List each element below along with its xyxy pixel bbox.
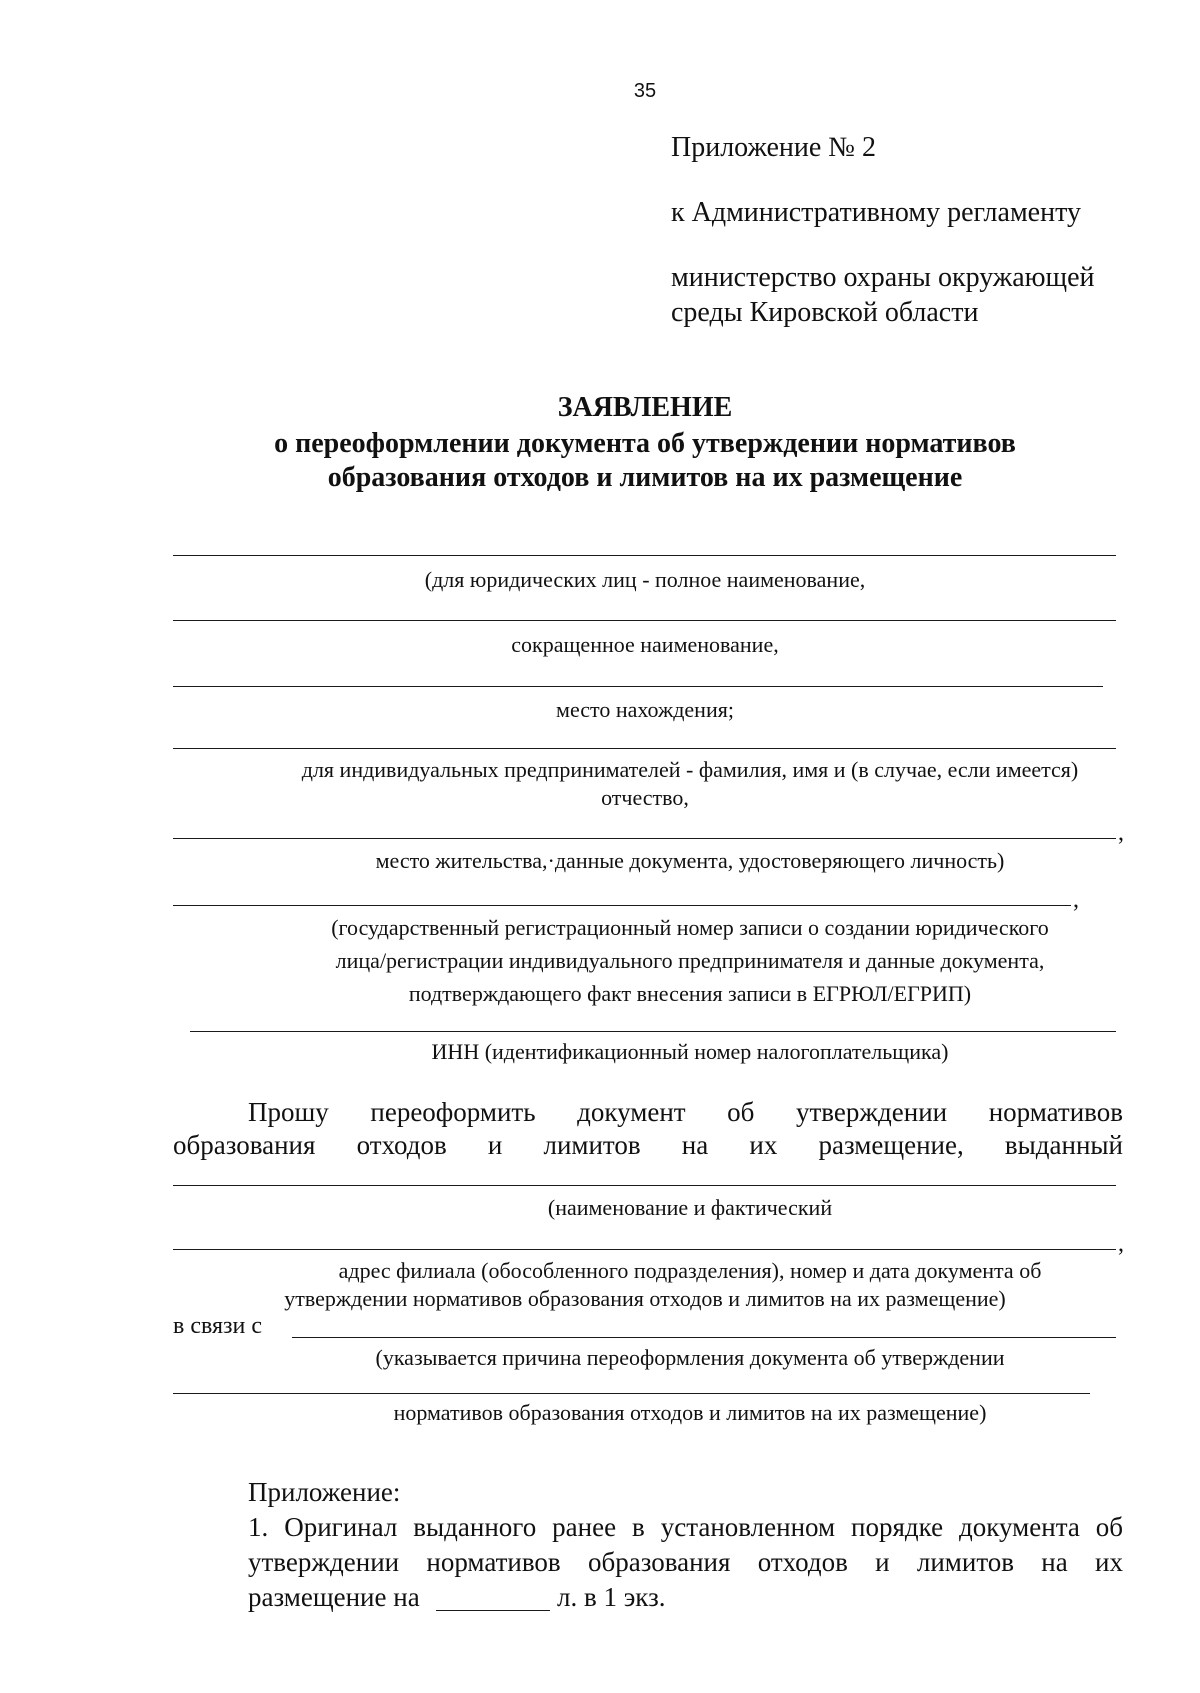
appendix-line-2: министерство охраны окружающей — [671, 262, 1095, 293]
blank-line-short-name[interactable] — [173, 620, 1116, 621]
appendix-line-1: к Административному регламенту — [671, 197, 1081, 228]
blank-line-residence[interactable] — [173, 838, 1116, 839]
caption-entrepreneur-name: для индивидуальных предпринимателей - фамилия, имя и (в случае, если имеется) — [301, 757, 1079, 782]
blank-line-entrepreneur-name[interactable] — [173, 748, 1116, 749]
blank-line-reason-cont[interactable] — [173, 1393, 1090, 1394]
caption-registration-1: (государственный регистрационный номер записи о создании юридического — [331, 915, 1049, 940]
blank-line-reason[interactable] — [292, 1337, 1116, 1338]
caption-inn: ИНН (идентификационный номер налогоплательщика) — [431, 1039, 949, 1064]
attachment-item-1-line-2: утверждении нормативов образования отходов и лимитов на их — [248, 1547, 1123, 1577]
blank-line-full-name[interactable] — [173, 555, 1116, 556]
blank-line-registration[interactable] — [173, 905, 1071, 906]
appendix-line-3: среды Кировской области — [671, 297, 979, 328]
caption-patronymic: отчество, — [601, 785, 689, 810]
caption-branch-address-1: адрес филиала (обособленного подразделения), номер и дата документа об — [338, 1258, 1042, 1283]
document-subtitle-2: образования отходов и лимитов на их размещение — [327, 462, 963, 493]
blank-line-inn[interactable] — [190, 1031, 1116, 1032]
comma: , — [1118, 820, 1124, 846]
attachment-item-1-line-3-a: размещение на — [248, 1582, 420, 1612]
attachment-item-1-line-1: 1. Оригинал выданного ранее в установленном порядке документа об — [248, 1512, 1123, 1542]
blank-line-sheet-count[interactable] — [436, 1610, 550, 1611]
caption-registration-3: подтверждающего факт внесения записи в ЕГРЮЛ/ЕГРИП) — [408, 981, 972, 1006]
caption-full-name: (для юридических лиц - полное наименование, — [424, 567, 866, 592]
caption-registration-2: лица/регистрации индивидуального предпринимателя и данные документа, — [335, 948, 1045, 973]
blank-line-location[interactable] — [173, 686, 1103, 687]
document-subtitle-1: о переоформлении документа об утверждении нормативов — [274, 428, 1016, 459]
caption-branch-address-2: утверждении нормативов образования отходов и лимитов на их размещение) — [284, 1286, 1006, 1311]
reason-prefix: в связи с — [173, 1313, 263, 1339]
caption-reason-1: (указывается причина переоформления документа об утверждении — [375, 1345, 1005, 1370]
page-number: 35 — [633, 80, 657, 102]
caption-residence: место жительства,·данные документа, удостоверяющего личность) — [375, 848, 1005, 873]
caption-branch-name: (наименование и фактический — [547, 1195, 833, 1220]
blank-line-branch-name[interactable] — [173, 1185, 1116, 1186]
caption-short-name: сокращенное наименование, — [511, 632, 779, 657]
request-line-2: образования отходов и лимитов на их размещение, выданный — [173, 1130, 1123, 1160]
request-line-1: Прошу переоформить документ об утверждении нормативов — [248, 1097, 1123, 1127]
blank-line-branch-address[interactable] — [173, 1249, 1116, 1250]
comma: , — [1073, 887, 1079, 913]
caption-reason-2: нормативов образования отходов и лимитов на их размещение) — [393, 1400, 987, 1425]
appendix-title: Приложение № 2 — [671, 132, 876, 163]
caption-location: место нахождения; — [556, 697, 734, 722]
attachment-item-1-line-3-b: л. в 1 экз. — [557, 1582, 666, 1612]
attachment-title: Приложение: — [248, 1477, 401, 1507]
document-title: ЗАЯВЛЕНИЕ — [557, 392, 733, 423]
comma: , — [1118, 1231, 1124, 1257]
